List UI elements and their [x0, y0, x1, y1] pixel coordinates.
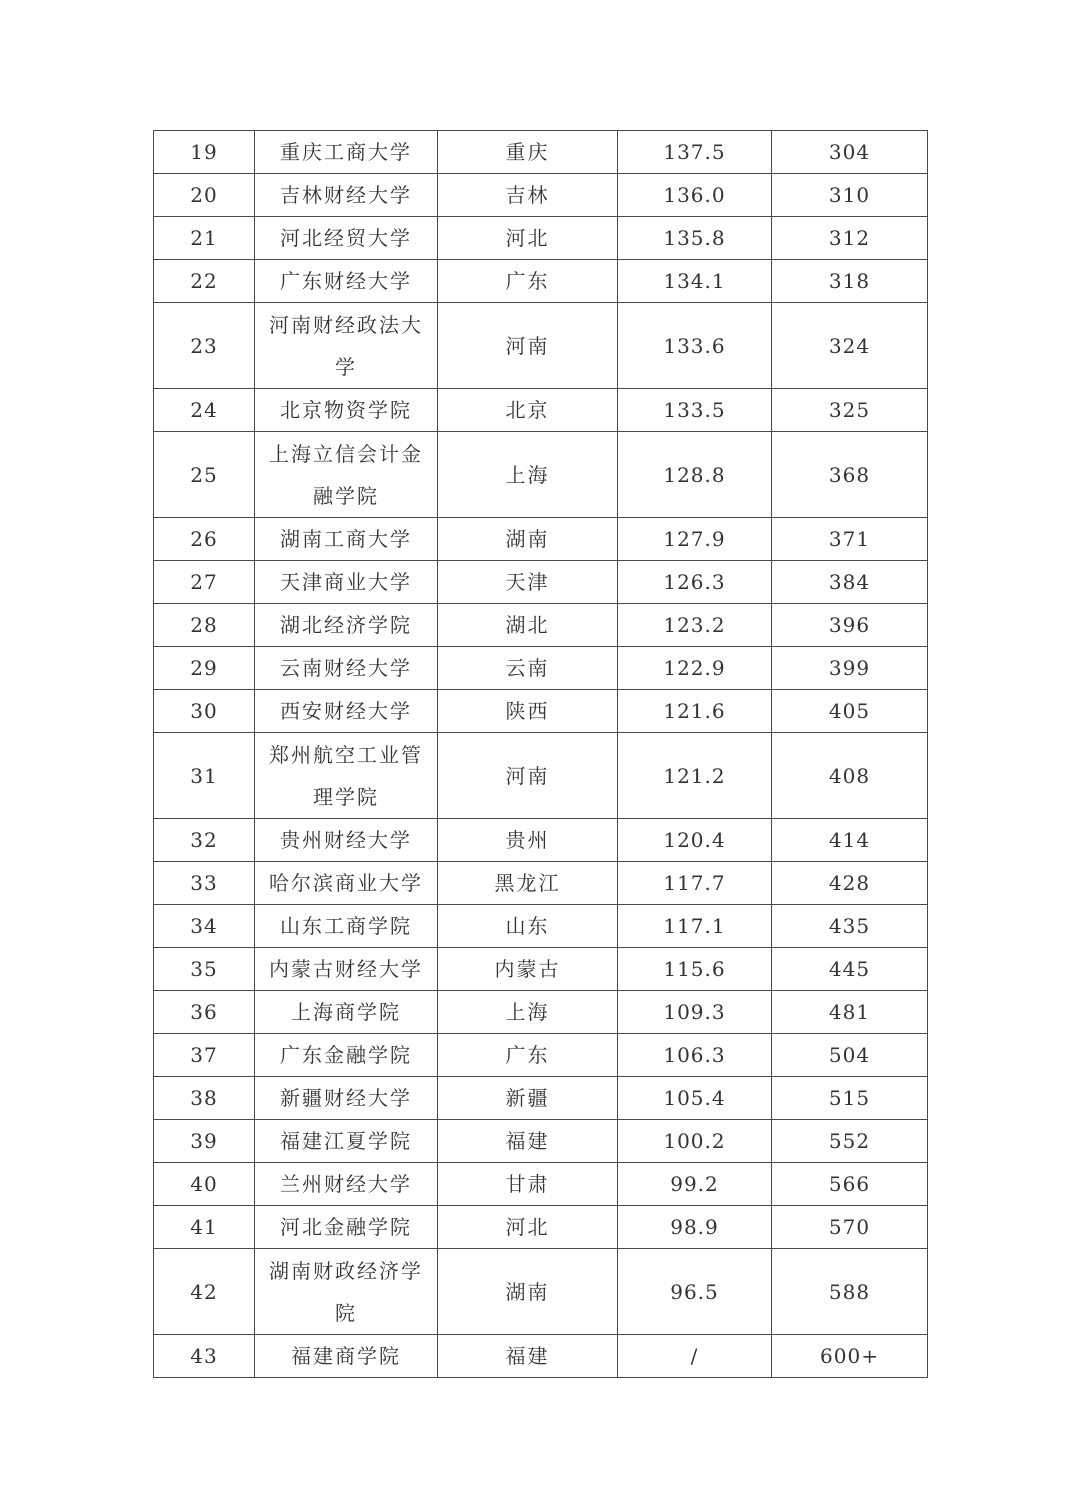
rank-cell: 28 [154, 604, 255, 647]
school-name: 兰州财经大学 [280, 1172, 412, 1196]
school-name-cell [255, 1077, 438, 1120]
position-cell: 588 [772, 1249, 928, 1335]
school-name-cell [255, 217, 438, 260]
region-cell: 湖南 [438, 1249, 618, 1335]
school-name: 广东财经大学 [280, 269, 412, 293]
school-name-cell [255, 389, 438, 432]
school-name: 上海商学院 [291, 1000, 401, 1024]
rank-cell: 29 [154, 647, 255, 690]
position-cell: 515 [772, 1077, 928, 1120]
region-cell: 河南 [438, 303, 618, 389]
table-row [154, 1120, 928, 1163]
school-name: 新疆财经大学 [280, 1086, 412, 1110]
school-name: 内蒙古财经大学 [269, 957, 423, 981]
region-cell: 山东 [438, 905, 618, 948]
rank-cell: 43 [154, 1335, 255, 1378]
region-cell: 吉林 [438, 174, 618, 217]
school-name-cell [255, 1120, 438, 1163]
table-row [154, 1077, 928, 1120]
score-cell: 123.2 [618, 604, 772, 647]
rank-cell: 36 [154, 991, 255, 1034]
score-cell: 121.6 [618, 690, 772, 733]
school-name: 山东工商学院 [280, 914, 412, 938]
score-cell: 109.3 [618, 991, 772, 1034]
school-name: 湖南财政经济学院 [269, 1258, 423, 1325]
rank-cell: 30 [154, 690, 255, 733]
school-name-cell [255, 819, 438, 862]
school-name-cell [255, 1249, 438, 1335]
region-cell: 湖北 [438, 604, 618, 647]
position-cell: 435 [772, 905, 928, 948]
table-row [154, 604, 928, 647]
school-name: 河北经贸大学 [280, 226, 412, 250]
school-name-cell [255, 303, 438, 389]
region-cell: 福建 [438, 1120, 618, 1163]
school-name-cell [255, 561, 438, 604]
position-cell: 384 [772, 561, 928, 604]
table-row [154, 1206, 928, 1249]
table-row [154, 303, 928, 389]
region-cell: 河北 [438, 1206, 618, 1249]
table-row [154, 217, 928, 260]
score-cell: 106.3 [618, 1034, 772, 1077]
school-name: 郑州航空工业管理学院 [269, 742, 423, 809]
score-cell: 99.2 [618, 1163, 772, 1206]
rank-cell: 38 [154, 1077, 255, 1120]
school-name: 湖北经济学院 [280, 613, 412, 637]
region-cell: 云南 [438, 647, 618, 690]
school-name: 西安财经大学 [280, 699, 412, 723]
table-row [154, 260, 928, 303]
ranking-table [153, 130, 928, 1378]
school-name: 上海立信会计金融学院 [269, 441, 423, 508]
score-cell: / [618, 1335, 772, 1378]
region-cell: 河南 [438, 733, 618, 819]
school-name-cell [255, 905, 438, 948]
region-cell: 陕西 [438, 690, 618, 733]
school-name-cell [255, 733, 438, 819]
position-cell: 318 [772, 260, 928, 303]
table-row [154, 561, 928, 604]
score-cell: 120.4 [618, 819, 772, 862]
region-cell: 贵州 [438, 819, 618, 862]
table-row [154, 131, 928, 174]
rank-cell: 31 [154, 733, 255, 819]
position-cell: 600+ [772, 1335, 928, 1378]
region-cell: 北京 [438, 389, 618, 432]
position-cell: 504 [772, 1034, 928, 1077]
school-name-cell [255, 1206, 438, 1249]
table-row [154, 432, 928, 518]
position-cell: 371 [772, 518, 928, 561]
score-cell: 133.5 [618, 389, 772, 432]
school-name: 福建江夏学院 [280, 1129, 412, 1153]
school-name-cell [255, 432, 438, 518]
score-cell: 115.6 [618, 948, 772, 991]
score-cell: 96.5 [618, 1249, 772, 1335]
region-cell: 上海 [438, 432, 618, 518]
region-cell: 新疆 [438, 1077, 618, 1120]
region-cell: 内蒙古 [438, 948, 618, 991]
table-row [154, 1034, 928, 1077]
school-name-cell [255, 690, 438, 733]
school-name-cell [255, 518, 438, 561]
school-name: 广东金融学院 [280, 1043, 412, 1067]
rank-cell: 33 [154, 862, 255, 905]
score-cell: 100.2 [618, 1120, 772, 1163]
rank-cell: 32 [154, 819, 255, 862]
table-row [154, 948, 928, 991]
region-cell: 广东 [438, 1034, 618, 1077]
position-cell: 304 [772, 131, 928, 174]
region-cell: 河北 [438, 217, 618, 260]
rank-cell: 25 [154, 432, 255, 518]
table-row [154, 389, 928, 432]
region-cell: 湖南 [438, 518, 618, 561]
school-name-cell [255, 948, 438, 991]
position-cell: 445 [772, 948, 928, 991]
rank-cell: 39 [154, 1120, 255, 1163]
position-cell: 481 [772, 991, 928, 1034]
school-name: 重庆工商大学 [280, 140, 412, 164]
school-name: 吉林财经大学 [280, 183, 412, 207]
score-cell: 105.4 [618, 1077, 772, 1120]
school-name: 河北金融学院 [280, 1215, 412, 1239]
table-row [154, 733, 928, 819]
school-name-cell [255, 991, 438, 1034]
rank-cell: 20 [154, 174, 255, 217]
score-cell: 137.5 [618, 131, 772, 174]
position-cell: 570 [772, 1206, 928, 1249]
score-cell: 133.6 [618, 303, 772, 389]
position-cell: 552 [772, 1120, 928, 1163]
score-cell: 117.1 [618, 905, 772, 948]
table-row [154, 1163, 928, 1206]
school-name-cell [255, 1163, 438, 1206]
school-name-cell [255, 260, 438, 303]
school-name: 北京物资学院 [280, 398, 412, 422]
region-cell: 甘肃 [438, 1163, 618, 1206]
rank-cell: 41 [154, 1206, 255, 1249]
school-name-cell [255, 604, 438, 647]
school-name: 河南财经政法大学 [269, 312, 423, 379]
rank-cell: 34 [154, 905, 255, 948]
table-row [154, 174, 928, 217]
rank-cell: 24 [154, 389, 255, 432]
school-name-cell [255, 131, 438, 174]
table-row [154, 991, 928, 1034]
position-cell: 325 [772, 389, 928, 432]
school-name-cell [255, 862, 438, 905]
position-cell: 566 [772, 1163, 928, 1206]
region-cell: 广东 [438, 260, 618, 303]
table-row [154, 647, 928, 690]
school-name: 湖南工商大学 [280, 527, 412, 551]
school-name-cell [255, 174, 438, 217]
region-cell: 重庆 [438, 131, 618, 174]
rank-cell: 21 [154, 217, 255, 260]
table-row [154, 905, 928, 948]
position-cell: 312 [772, 217, 928, 260]
school-name-cell [255, 1034, 438, 1077]
score-cell: 136.0 [618, 174, 772, 217]
table-body [154, 131, 928, 1378]
score-cell: 121.2 [618, 733, 772, 819]
table-row [154, 518, 928, 561]
score-cell: 127.9 [618, 518, 772, 561]
region-cell: 上海 [438, 991, 618, 1034]
school-name-cell [255, 647, 438, 690]
score-cell: 126.3 [618, 561, 772, 604]
position-cell: 428 [772, 862, 928, 905]
score-cell: 122.9 [618, 647, 772, 690]
table-row [154, 819, 928, 862]
school-name-cell [255, 1335, 438, 1378]
school-name: 云南财经大学 [280, 656, 412, 680]
rank-cell: 42 [154, 1249, 255, 1335]
rank-cell: 23 [154, 303, 255, 389]
score-cell: 98.9 [618, 1206, 772, 1249]
position-cell: 324 [772, 303, 928, 389]
rank-cell: 19 [154, 131, 255, 174]
region-cell: 天津 [438, 561, 618, 604]
position-cell: 368 [772, 432, 928, 518]
score-cell: 128.8 [618, 432, 772, 518]
table-row [154, 1335, 928, 1378]
rank-cell: 37 [154, 1034, 255, 1077]
table-row [154, 862, 928, 905]
position-cell: 414 [772, 819, 928, 862]
rank-cell: 40 [154, 1163, 255, 1206]
school-name: 福建商学院 [291, 1344, 401, 1368]
table-row [154, 1249, 928, 1335]
score-cell: 134.1 [618, 260, 772, 303]
position-cell: 310 [772, 174, 928, 217]
region-cell: 黑龙江 [438, 862, 618, 905]
position-cell: 396 [772, 604, 928, 647]
rank-cell: 26 [154, 518, 255, 561]
rank-cell: 22 [154, 260, 255, 303]
score-cell: 135.8 [618, 217, 772, 260]
school-name: 天津商业大学 [280, 570, 412, 594]
position-cell: 399 [772, 647, 928, 690]
school-name: 哈尔滨商业大学 [269, 871, 423, 895]
rank-cell: 35 [154, 948, 255, 991]
region-cell: 福建 [438, 1335, 618, 1378]
school-name: 贵州财经大学 [280, 828, 412, 852]
rank-cell: 27 [154, 561, 255, 604]
table-row [154, 690, 928, 733]
score-cell: 117.7 [618, 862, 772, 905]
position-cell: 408 [772, 733, 928, 819]
position-cell: 405 [772, 690, 928, 733]
